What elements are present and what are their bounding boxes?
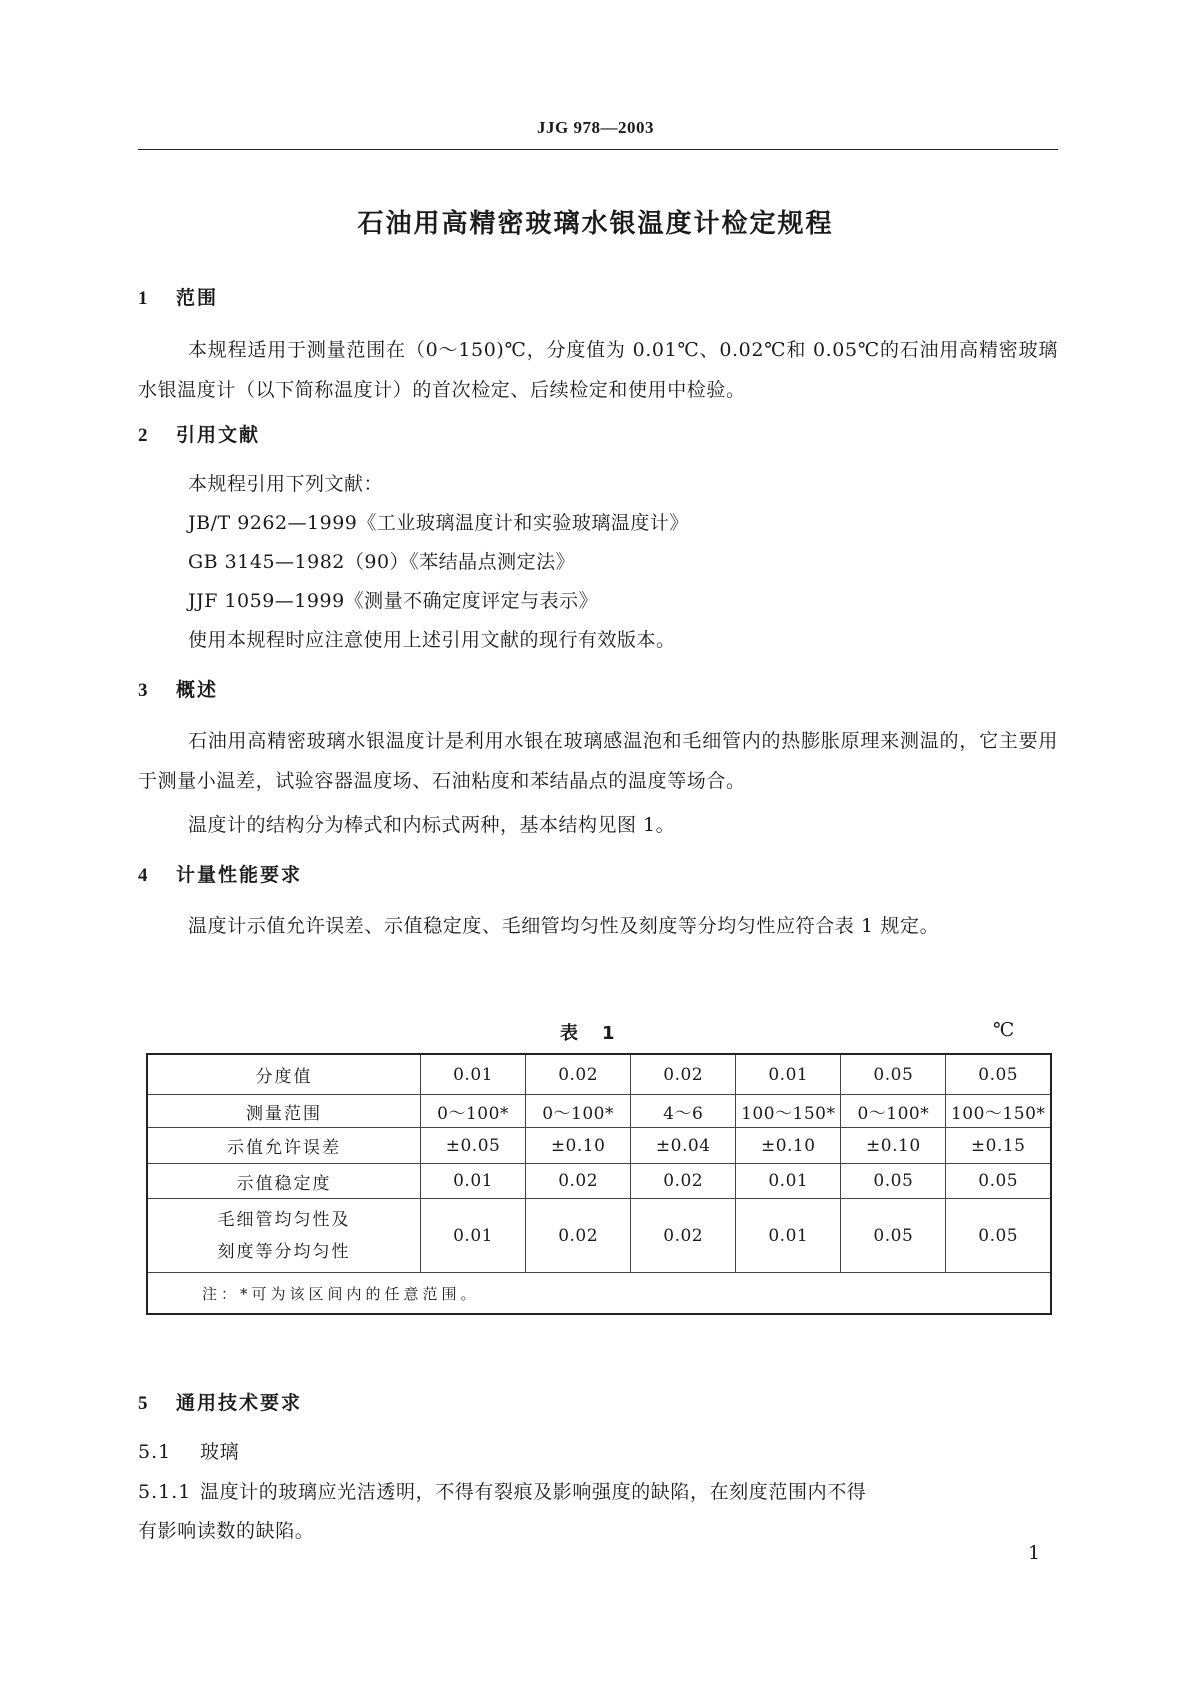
section-1-heading: [138, 283, 218, 310]
table-row: [147, 1054, 1051, 1095]
subsection-title: 玻璃: [200, 1441, 240, 1463]
table-unit: ℃: [993, 1019, 1015, 1041]
subsection-number: 5.1: [138, 1441, 172, 1463]
section-3-heading: [138, 675, 218, 702]
table-cell: 0.02: [631, 1199, 736, 1273]
section-5-heading: [138, 1388, 302, 1415]
row-label: 测量范围: [147, 1095, 421, 1128]
section-2-title: 引用文献: [176, 424, 261, 446]
table-cell: 100～150*: [946, 1095, 1051, 1128]
row-label-line: 毛细管均匀性及: [217, 1209, 351, 1230]
table-row: [147, 1095, 1051, 1128]
specification-table: [146, 1053, 1052, 1315]
table-cell: 0.01: [421, 1164, 526, 1199]
subsection-text: 温度计的玻璃应光洁透明，不得有裂痕及影响强度的缺陷，在刻度范围内不得: [200, 1481, 867, 1503]
table-cell: ±0.10: [736, 1128, 841, 1164]
table-cell: 0～100*: [421, 1095, 526, 1128]
section-1-number: 1: [138, 288, 150, 309]
subsection-5-1-1-continuation: 有影响读数的缺陷。: [138, 1520, 315, 1542]
page-title: 石油用高精密玻璃水银温度计检定规程: [357, 209, 834, 239]
table-cell: 0.01: [736, 1164, 841, 1199]
table-cell: ±0.15: [946, 1128, 1051, 1164]
table-cell: 0.02: [526, 1164, 631, 1199]
table-cell: ±0.10: [526, 1128, 631, 1164]
section-2-number: 2: [138, 425, 150, 446]
table-row: [147, 1128, 1051, 1164]
subsection-5-1: [138, 1437, 239, 1464]
table-caption: 表 1: [560, 1023, 618, 1044]
table-cell: 0.01: [736, 1199, 841, 1273]
reference-note: 使用本规程时应注意使用上述引用文献的现行有效版本。: [188, 629, 676, 651]
table-cell: 0.01: [421, 1199, 526, 1273]
row-label: 示值稳定度: [147, 1164, 421, 1199]
section-5-title: 通用技术要求: [176, 1392, 303, 1414]
table-cell: 0.01: [421, 1054, 526, 1095]
table-cell: 4～6: [631, 1095, 736, 1128]
section-1-text: 本规程适用于测量范围在（0～150)℃，分度值为 0.01℃、0.02℃和 0.05℃的石油用高精密玻璃水银温度计（以下简称温度计）的首次检定、后续检定和使用中检验。: [138, 339, 1058, 401]
table-cell: 100～150*: [736, 1095, 841, 1128]
table-cell: ±0.04: [631, 1128, 736, 1164]
header-rule: [138, 149, 1058, 150]
table-cell: 0.02: [631, 1164, 736, 1199]
table-cell: 0.01: [736, 1054, 841, 1095]
table-cell: 0.05: [841, 1054, 946, 1095]
section-4-heading: [138, 860, 302, 887]
section-4-text: 温度计示值允许误差、示值稳定度、毛细管均匀性及刻度等分均匀性应符合表 1 规定。: [188, 915, 940, 937]
table-cell: 0.02: [631, 1054, 736, 1095]
reference-item: GB 3145—1982（90）《苯结晶点测定法》: [188, 551, 576, 573]
table-cell: 0.05: [841, 1164, 946, 1199]
table-cell: ±0.10: [841, 1128, 946, 1164]
section-3-paragraph-1: 石油用高精密玻璃水银温度计是利用水银在玻璃感温泡和毛细管内的热膨胀原理来测温的，它主要用于测量小温差，试验容器温度场、石油粘度和苯结晶点的温度等场合。: [138, 730, 1058, 792]
reference-item: JJF 1059—1999《测量不确定度评定与表示》: [188, 590, 599, 612]
row-label: 分度值: [147, 1054, 421, 1095]
table-row: [147, 1164, 1051, 1199]
table-cell: 0.02: [526, 1054, 631, 1095]
subsection-number: 5.1.1: [138, 1481, 192, 1503]
table-cell: 0.05: [946, 1199, 1051, 1273]
table-cell: 0.05: [946, 1164, 1051, 1199]
table-cell: 0.05: [841, 1199, 946, 1273]
table-row: [147, 1199, 1051, 1273]
section-4-number: 4: [138, 865, 150, 886]
row-label: [147, 1199, 421, 1273]
table-cell: 0.05: [946, 1054, 1051, 1095]
section-3-paragraph-2: 温度计的结构分为棒式和内标式两种，基本结构见图 1。: [188, 814, 676, 836]
section-2-heading: [138, 420, 260, 447]
subsection-5-1-1: [138, 1477, 866, 1504]
section-4-title: 计量性能要求: [176, 864, 303, 886]
table-cell: 0～100*: [841, 1095, 946, 1128]
section-3-title: 概述: [176, 679, 219, 701]
section-3-number: 3: [138, 680, 150, 701]
table-cell: ±0.05: [421, 1128, 526, 1164]
section-1-title: 范围: [176, 287, 219, 309]
row-label: 示值允许误差: [147, 1128, 421, 1164]
reference-item: JB/T 9262—1999《工业玻璃温度计和实验玻璃温度计》: [188, 512, 689, 534]
page-number: 1: [1028, 1542, 1041, 1564]
table-note-row: [147, 1273, 1051, 1315]
reference-intro: 本规程引用下列文献：: [188, 473, 384, 495]
table-cell: 0.02: [526, 1199, 631, 1273]
section-5-number: 5: [138, 1393, 150, 1414]
table-cell: 0～100*: [526, 1095, 631, 1128]
table-note: 注：*可为该区间内的任意范围。: [147, 1273, 1051, 1315]
document-code: JJG 978—2003: [537, 118, 654, 137]
row-label-line: 刻度等分均匀性: [217, 1241, 351, 1262]
